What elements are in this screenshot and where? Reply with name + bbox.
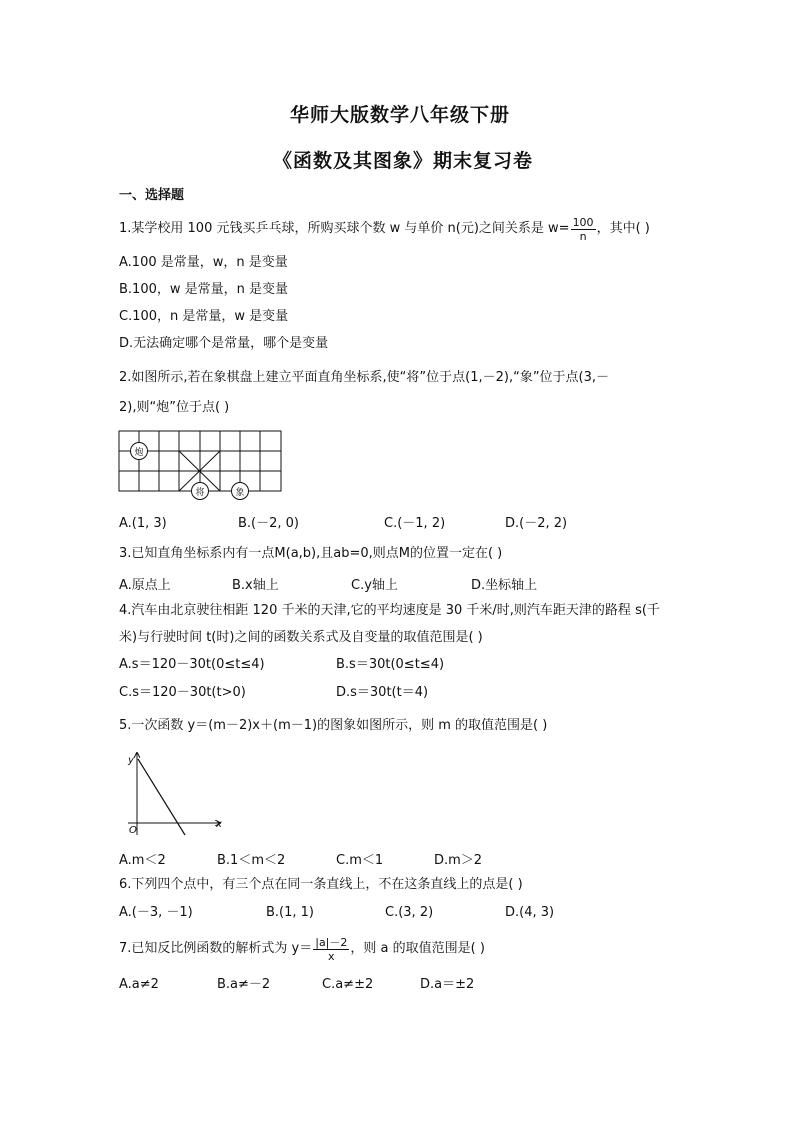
origin-label: O [129,825,137,836]
chess-piece-jiang [192,483,209,500]
question-6-stem: 6.下列四个点中，有三个点在同一条直线上，不在这条直线上的点是( ) [119,877,523,892]
question-2-option-d[interactable]: D.(－2, 2) [505,516,568,531]
question-1-stem-after: ，其中( ) [596,221,650,236]
chess-board-figure [118,430,286,502]
question-1-stem [119,212,650,246]
question-4-stem-line1: 4.汽车由北京驶往相距 120 千米的天津,它的平均速度是 30 千米/时,则汽车距天津的路程 s(千 [119,603,660,618]
question-1-option-b[interactable]: B.100，w 是常量，n 是变量 [119,282,289,297]
document-title: 华师大版数学八年级下册 [290,104,511,126]
document-subtitle: 《函数及其图象》期末复习卷 [273,150,534,172]
question-5-option-d[interactable]: D.m＞2 [434,853,483,868]
question-7-option-b[interactable]: B.a≠－2 [217,977,271,992]
chess-piece-xiang [232,483,249,500]
question-7-stem-after: ，则 a 的取值范围是( ) [350,941,485,956]
question-6-option-b[interactable]: B.(1, 1) [266,905,315,920]
question-4-option-c[interactable]: C.s＝120－30t(t>0) [119,685,246,700]
question-2-option-c[interactable]: C.(－1, 2) [384,516,446,531]
question-6-option-a[interactable]: A.(－3, －1) [119,905,193,920]
chess-piece-jiang-label: 将 [195,488,205,498]
question-2-stem-line1: 2.如图所示,若在象棋盘上建立平面直角坐标系,使“将”位于点(1,－2),“象”位于点(3,－ [119,370,610,385]
question-4-stem-line2: 米)与行驶时间 t(时)之间的函数关系式及自变量的取值范围是( ) [119,630,483,645]
question-4-option-d[interactable]: D.s＝30t(t＝4) [336,685,429,700]
x-axis-label: x [216,819,222,830]
chess-piece-pao-label: 炮 [134,448,144,458]
question-7-option-d[interactable]: D.a＝±2 [420,977,475,992]
question-2-stem-line2: 2),则“炮”位于点( ) [119,400,230,415]
question-7-fraction [313,936,349,963]
question-6-option-d[interactable]: D.(4, 3) [505,905,555,920]
question-3-option-d[interactable]: D.坐标轴上 [471,578,538,593]
question-1-fraction [571,216,596,243]
question-4-option-a[interactable]: A.s＝120－30t(0≤t≤4) [119,657,265,672]
linear-function-graph [120,745,230,840]
question-3-option-a[interactable]: A.原点上 [119,578,171,593]
question-5-stem: 5.一次函数 y＝(m－2)x＋(m－1)的图象如图所示，则 m 的取值范围是( ) [119,718,548,733]
question-7-stem-before: 7.已知反比例函数的解析式为 y＝ [119,941,313,956]
question-6-option-c[interactable]: C.(3, 2) [385,905,434,920]
question-5-option-a[interactable]: A.m＜2 [119,853,166,868]
question-3-option-c[interactable]: C.y轴上 [351,578,398,593]
question-7-stem [119,932,485,966]
y-axis-label: y [128,755,134,766]
question-2-option-a[interactable]: A.(1, 3) [119,516,167,531]
question-7-option-a[interactable]: A.a≠2 [119,977,159,992]
question-5-option-c[interactable]: C.m＜1 [336,853,384,868]
question-4-option-b[interactable]: B.s＝30t(0≤t≤4) [336,657,445,672]
question-2-option-b[interactable]: B.(－2, 0) [238,516,300,531]
question-1-option-d[interactable]: D.无法确定哪个是常量，哪个是变量 [119,336,329,351]
section-heading: 一、选择题 [119,188,185,203]
question-1-option-a[interactable]: A.100 是常量，w，n 是变量 [119,255,288,270]
question-1-option-c[interactable]: C.100，n 是常量，w 是变量 [119,309,289,324]
question-1-fraction-numerator: 100 [572,215,594,229]
chess-piece-xiang-label: 象 [235,488,245,498]
question-5-option-b[interactable]: B.1＜m＜2 [217,853,286,868]
question-7-fraction-numerator: |a|－2 [315,935,348,949]
question-3-stem: 3.已知直角坐标系内有一点M(a,b),且ab=0,则点M的位置一定在( ) [119,546,503,561]
question-1-fraction-denominator: n [579,229,587,243]
question-3-option-b[interactable]: B.x轴上 [232,578,279,593]
question-7-option-c[interactable]: C.a≠±2 [322,977,374,992]
question-7-fraction-denominator: x [328,949,335,963]
function-line [138,759,185,835]
chess-piece-pao [131,443,148,460]
question-1-stem-before: 1.某学校用 100 元钱买乒乓球，所购买球个数 w 与单价 n(元)之间关系是 w= [119,221,570,236]
